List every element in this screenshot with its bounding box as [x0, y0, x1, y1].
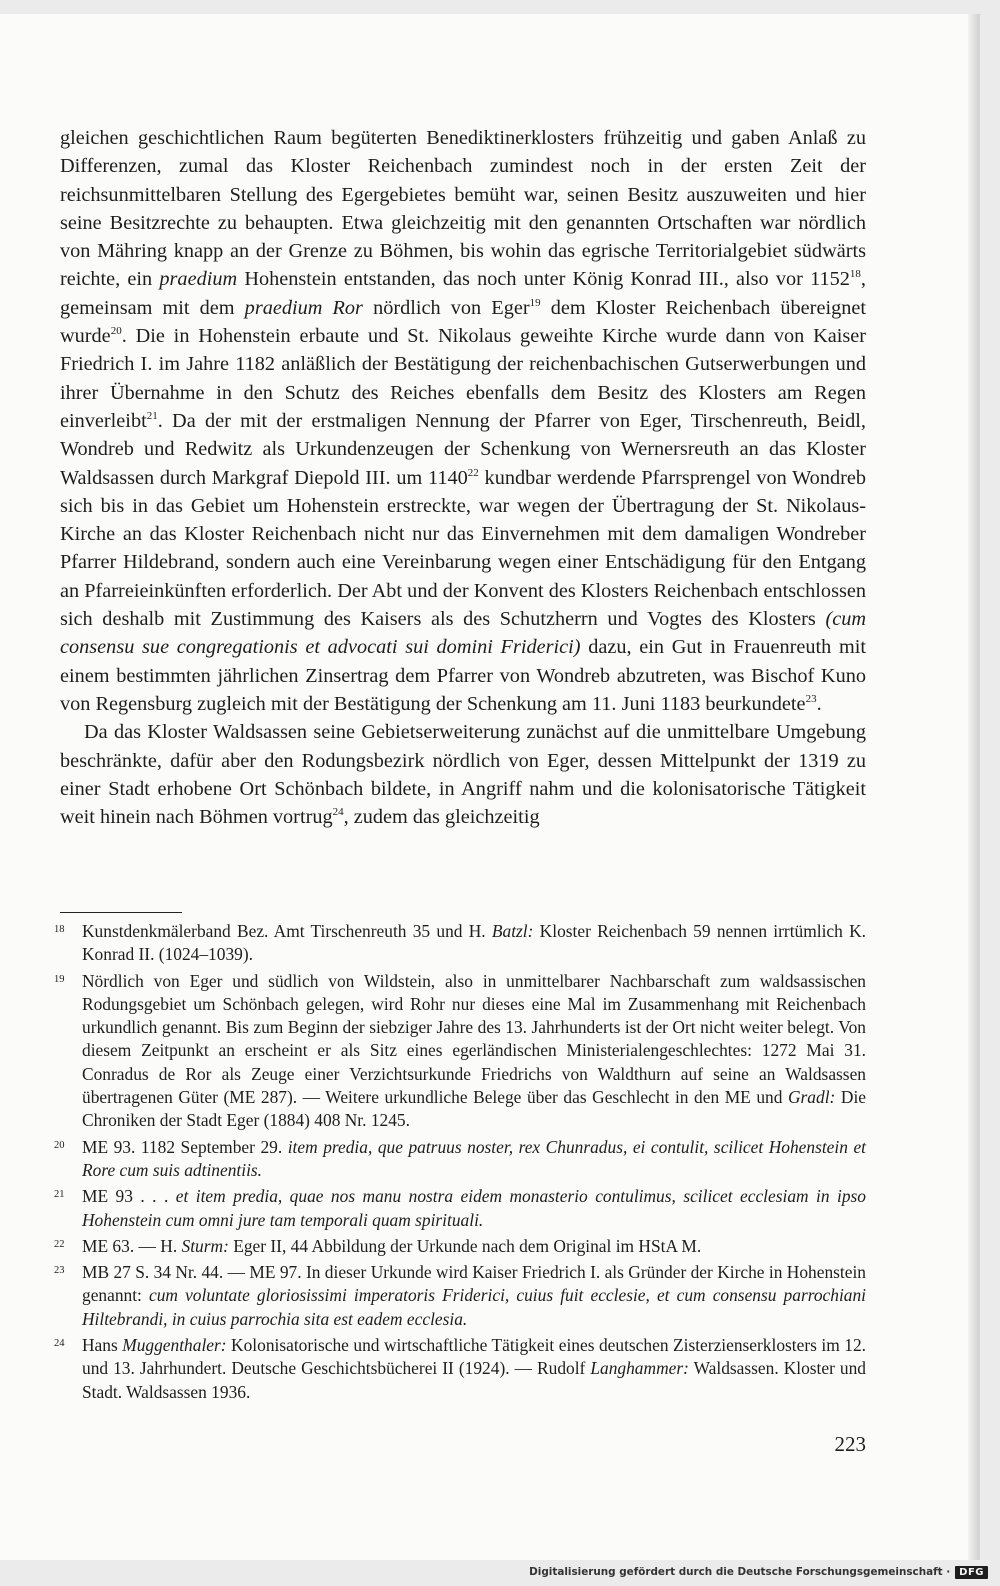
- footnote-number: 24: [54, 1338, 65, 1350]
- footnote-reference: 22: [467, 466, 479, 479]
- text-run: dem Kloster Reichenbach übereignet wurde: [60, 296, 866, 348]
- paragraph: [60, 124, 866, 718]
- footnote-reference: 24: [332, 806, 344, 819]
- text-run: Kolonisatorische und wirtschaftliche Tätigkeit eines deutschen Zisterzienserklosters im 12. und 13. Jahrhundert. Deutsche Geschichtsbücherei II (1924). — Rudolf: [82, 1335, 866, 1379]
- text-run: Waldsassen. Kloster und Stadt. Waldsassen 1936.: [82, 1358, 866, 1402]
- italic-run: Sturm:: [181, 1235, 229, 1256]
- footnote-number: 19: [54, 973, 65, 985]
- text-run: dazu, ein Gut in Frauenreuth mit einem bestimmten jährlichen Zinsertrag dem Pfarrer von Wondreb abzutreten, was Bischof Kuno von Regensburg zugleich mit der Bestätigung der Schenkung am 11. Juni 1183 beurkundete: [60, 636, 866, 715]
- footnote-text: [82, 1136, 866, 1183]
- footnote-text: [82, 1261, 866, 1331]
- footnote-text: [82, 1185, 866, 1232]
- italic-run: praedium Ror: [244, 296, 363, 319]
- footnotes: [52, 920, 866, 1407]
- main-text: [60, 124, 866, 831]
- text-run: .: [816, 692, 822, 715]
- footnote: [52, 1185, 866, 1232]
- footnote-reference: 23: [805, 692, 817, 705]
- italic-run: item predia, que patruus noster, rex Chunradus, ei contulit, scilicet Hohenstein et Rore cum suis adtinentiis.: [82, 1136, 866, 1180]
- footnote-text: [82, 1235, 866, 1258]
- italic-run: Langhammer:: [590, 1358, 689, 1379]
- digitization-credit: [529, 1561, 988, 1583]
- text-run: ME 93 . . .: [82, 1186, 176, 1207]
- text-run: . Die in Hohenstein erbaute und St. Nikolaus geweihte Kirche wurde dann von Kaiser Friedrich I. im Jahre 1182 anläßlich der Bestätigung der reichenbachischen Gutserwerbungen und ihrer Übernahme in den Schutz des Reiches ebenfalls dem Besitz des Klosters am Regen einverleibt: [60, 325, 866, 432]
- text-run: Hans: [82, 1335, 123, 1356]
- footnote: [52, 1334, 866, 1404]
- text-run: Die Chroniken der Stadt Eger (1884) 408 Nr. 1245.: [82, 1087, 866, 1131]
- text-run: . Da der mit der erstmaligen Nennung der Pfarrer von Eger, Tirschenreuth, Beidl, Wondreb und Redwitz als Urkundenzeugen der Schenkung von Wernersreuth an das Kloster Waldsassen durch Markgraf Diepold III. um 1140: [60, 409, 866, 489]
- italic-run: (cum consensu sue congregationis et advocati sui domini Friderici): [60, 608, 866, 659]
- text-run: Nördlich von Eger und südlich von Wildstein, also in unmittelbarer Nachbarschaft zum waldsassischen Rodungsgebiet um Schönbach gelegen, wird Rohr nur dieses eine Mal im Zusammenhang mit Reichenbach urkundlich genannt. Bis zum Beginn der siebziger Jahre des 13. Jahrhunderts ist der Ort nicht weiter belegt. Von diesem Zeitpunkt an erscheint er als Sitz eines egerländischen Ministerialengeschlechtes: 1272 Mai 31. Conradus de Ror als Zeuge einer Verzichtsurkunde Friedrichs von Waldthurn auf seine an Waldsassen übertragenen Güter (ME 287). — Weitere urkundliche Belege über das Geschlecht in den ME und: [82, 970, 866, 1108]
- footnote-reference: 20: [110, 325, 122, 338]
- text-run: Kloster Reichenbach 59 nennen irrtümlich K. Konrad II. (1024–1039).: [82, 921, 866, 965]
- text-run: Eger II, 44 Abbildung der Urkunde nach dem Original im HStA M.: [228, 1235, 702, 1256]
- footnote: [52, 1235, 866, 1258]
- footnote-text: [82, 920, 866, 967]
- italic-run: et item predia, quae nos manu nostra eidem monasterio contulimus, scilicet ecclesiam in ipso Hohenstein cum omni jure tam temporali quam spirituali.: [82, 1186, 866, 1230]
- text-run: ME 63. — H.: [82, 1235, 182, 1256]
- text-run: , zudem das gleichzeitig: [343, 806, 540, 829]
- page-number: 223: [834, 1432, 866, 1456]
- footnote: [52, 920, 866, 967]
- italic-run: Muggenthaler:: [122, 1335, 227, 1356]
- italic-run: cum voluntate gloriosissimi imperatoris Friderici, cuius fuit ecclesie, et cum consensu parrochiani Hiltebrandi, in cuius parrochia sita est eadem ecclesia.: [82, 1285, 866, 1329]
- footnote-separator: [60, 912, 182, 913]
- paragraph: [60, 718, 866, 831]
- credit-text: Digitalisierung gefördert durch die Deutsche Forschungsgemeinschaft ·: [529, 1566, 951, 1578]
- footnote-reference: 18: [849, 268, 861, 281]
- footnote: [52, 970, 866, 1133]
- text-run: nördlich von Eger: [362, 296, 530, 319]
- footnote-reference: 21: [146, 409, 158, 422]
- text-run: gleichen geschichtlichen Raum begüterten Benediktinerklosters frühzeitig und gaben Anlaß zu Differenzen, zumal das Kloster Reichenbach zumindest noch in der ersten Zeit der reichsunmittelbaren Stellung des Egergebietes bemüht war, seinen Besitz auszuweiten und hier seine Besitzrechte zu behaupten. Etwa gleichzeitig mit den genannten Ortschaften war nördlich von Mähring knapp an der Grenze zu Böhmen, bis wohin das egrische Territorialgebiet südwärts reichte, ein: [60, 127, 866, 291]
- text-run: , gemeinsam mit dem: [60, 268, 866, 319]
- text-run: Da das Kloster Waldsassen seine Gebietserweiterung zunächst auf die unmittelbare Umgebung beschränkte, dafür aber den Rodungsbezirk nördlich von Eger, dessen Mittelpunkt der 1319 zu einer Stadt erhobene Ort Schönbach bildete, in Angriff nahm und die kolonisatorische Tätigkeit weit hinein nach Böhmen vortrug: [60, 721, 866, 829]
- footnote-text: [82, 1334, 866, 1404]
- dfg-logo: DFG: [955, 1566, 988, 1579]
- footnote-text: [82, 970, 866, 1133]
- text-run: Kunstdenkmälerband Bez. Amt Tirschenreuth 35 und H.: [82, 921, 492, 941]
- footnote-number: 23: [54, 1265, 65, 1277]
- italic-run: Batzl:: [491, 921, 534, 941]
- footnote-number: 20: [54, 1139, 65, 1151]
- footnote-number: 21: [54, 1189, 65, 1201]
- text-run: Hohenstein entstanden, das noch unter König Konrad III., also vor 1152: [237, 268, 850, 291]
- page-edge-shadow: [968, 14, 979, 1560]
- footnote-number: 22: [54, 1238, 65, 1250]
- footnote-number: 18: [54, 924, 65, 935]
- footnote: [52, 1261, 866, 1331]
- text-run: kundbar werdende Pfarrsprengel von Wondreb sich bis in das Gebiet um Hohenstein erstreckte, war wegen der Übertragung der St. Nikolaus-Kirche an das Kloster Reichenbach nicht nur das Einvernehmen mit dem damaligen Wondreber Pfarrer Hildebrand, sondern auch eine Vereinbarung wegen einer Entschädigung für den Entgang an Pfarreieinkünften erforderlich. Der Abt und der Konvent des Klosters Reichenbach entschlossen sich deshalb mit Zustimmung des Kaisers als des Schutzherrn und Vogtes des Klosters: [60, 466, 866, 631]
- footnote: [52, 1136, 866, 1183]
- italic-run: Gradl:: [787, 1087, 836, 1108]
- text-run: ME 93. 1182 September 29.: [82, 1136, 288, 1157]
- italic-run: praedium: [159, 268, 238, 291]
- text-run: MB 27 S. 34 Nr. 44. — ME 97. In dieser Urkunde wird Kaiser Friedrich I. als Gründer der Kirche in Hohenstein genannt:: [82, 1262, 866, 1306]
- footnote-reference: 19: [529, 296, 541, 309]
